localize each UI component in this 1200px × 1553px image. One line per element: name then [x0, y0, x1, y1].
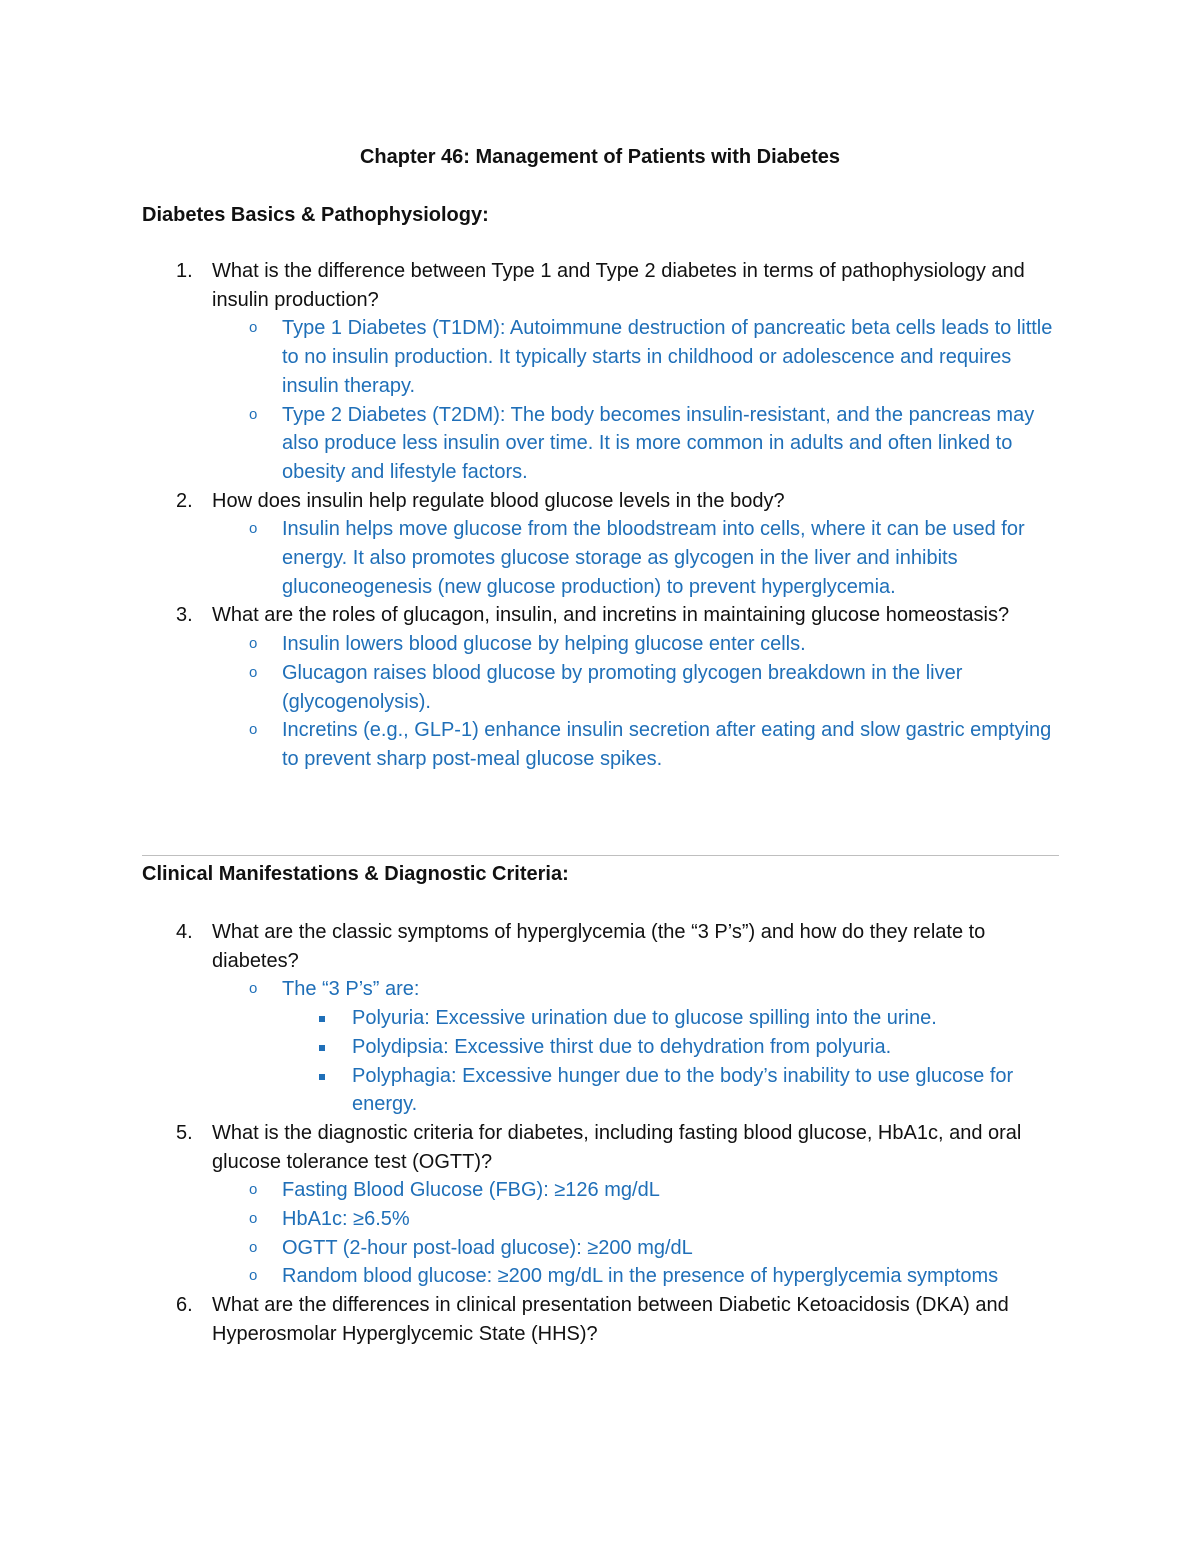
answer-text: o HbA1c: ≥6.5% [282, 1208, 410, 1231]
question-item [0, 1291, 1072, 1348]
question-number: 6. [176, 1294, 193, 1317]
answer-text: o OGTT (2-hour post-load glucose): ≥200 mg/dL [282, 1236, 693, 1259]
sub-answer-item: Polyuria: Excessive urination due to glucose spilling into the urine. [352, 1004, 1072, 1033]
answer-item [282, 659, 1072, 716]
answer-item [282, 1234, 1072, 1263]
answer-text: o Random blood glucose: ≥200 mg/dL in the presence of hyperglycemia symptoms [282, 1265, 999, 1288]
answer-list [212, 975, 1072, 1119]
question-list-basics [0, 257, 1072, 774]
answer-item [282, 716, 1072, 773]
question-item [0, 918, 1072, 1119]
answer-text: o The “3 P’s” are: [282, 978, 420, 1001]
question-number: 2. [176, 489, 193, 512]
question-item [0, 487, 1072, 602]
answer-text: o Fasting Blood Glucose (FBG): ≥126 mg/dL [282, 1179, 660, 1202]
answer-item [282, 975, 1072, 1119]
answer-list [212, 314, 1072, 486]
sub-answer-item: Polydipsia: Excessive thirst due to dehydration from polyuria. [352, 1033, 1072, 1062]
question-text: What are the differences in clinical presentation between Diabetic Ketoacidosis (DKA) and Hyperosmolar Hyperglycemic State (HHS)? [212, 1294, 1009, 1345]
answer-item [282, 314, 1072, 400]
section-heading-basics: Diabetes Basics & Pathophysiology: [142, 204, 489, 226]
answer-text: o Incretins (e.g., GLP-1) enhance insulin secretion after eating and slow gastric emptying to prevent sharp post-meal glucose spikes. [282, 719, 1052, 770]
section-divider [142, 855, 1059, 856]
page-title: Chapter 46: Management of Patients with Diabetes [359, 146, 841, 168]
answer-list [212, 515, 1072, 601]
answer-text: o Type 2 Diabetes (T2DM): The body becomes insulin-resistant, and the pancreas may also produce less insulin over time. It is more common in adults and often linked to obesity and lifestyle factors. [282, 403, 1035, 483]
answer-text: o Insulin helps move glucose from the bloodstream into cells, where it can be used for energy. It also promotes glucose storage as glycogen in the liver and inhibits gluconeogenesis (new glucose production) to prevent hyperglycemia. [282, 518, 1025, 598]
question-item [0, 601, 1072, 773]
answer-item [282, 401, 1072, 487]
answer-list [212, 1176, 1072, 1291]
question-number: 3. [176, 604, 193, 627]
question-number: 4. [176, 921, 193, 943]
question-item [0, 257, 1072, 487]
sub-answer-list [282, 1004, 1072, 1119]
question-item [0, 1119, 1072, 1291]
answer-list [212, 630, 1072, 774]
section-heading-clinical: Clinical Manifestations & Diagnostic Criteria: [142, 863, 569, 885]
answer-item [282, 1176, 1072, 1205]
question-text: What is the difference between Type 1 and Type 2 diabetes in terms of pathophysiology and insulin production? [212, 260, 1025, 311]
answer-item [282, 630, 1072, 659]
question-list-clinical [0, 918, 1072, 1349]
question-text: How does insulin help regulate blood glucose levels in the body? [212, 489, 785, 512]
answer-item [282, 1262, 1072, 1291]
question-number: 1. [176, 260, 193, 282]
question-text: What are the classic symptoms of hyperglycemia (the “3 P’s”) and how do they relate to diabetes? [212, 921, 986, 972]
question-text: What are the roles of glucagon, insulin, and incretins in maintaining glucose homeostasis? [212, 604, 1010, 627]
answer-item [282, 515, 1072, 601]
answer-text: o Type 1 Diabetes (T1DM): Autoimmune destruction of pancreatic beta cells leads to little to no insulin production. It typically starts in childhood or adolescence and requires insulin therapy. [282, 317, 1053, 397]
answer-text: o Glucagon raises blood glucose by promoting glycogen breakdown in the liver (glycogenolysis). [282, 661, 963, 713]
sub-answer-item: Polyphagia: Excessive hunger due to the body’s inability to use glucose for energy. [352, 1062, 1072, 1119]
answer-text: o Insulin lowers blood glucose by helping glucose enter cells. [282, 633, 806, 656]
question-text: What is the diagnostic criteria for diabetes, including fasting blood glucose, HbA1c, and oral glucose tolerance test (OGTT)? [212, 1121, 1022, 1173]
answer-item [282, 1205, 1072, 1234]
question-number: 5. [176, 1121, 193, 1144]
